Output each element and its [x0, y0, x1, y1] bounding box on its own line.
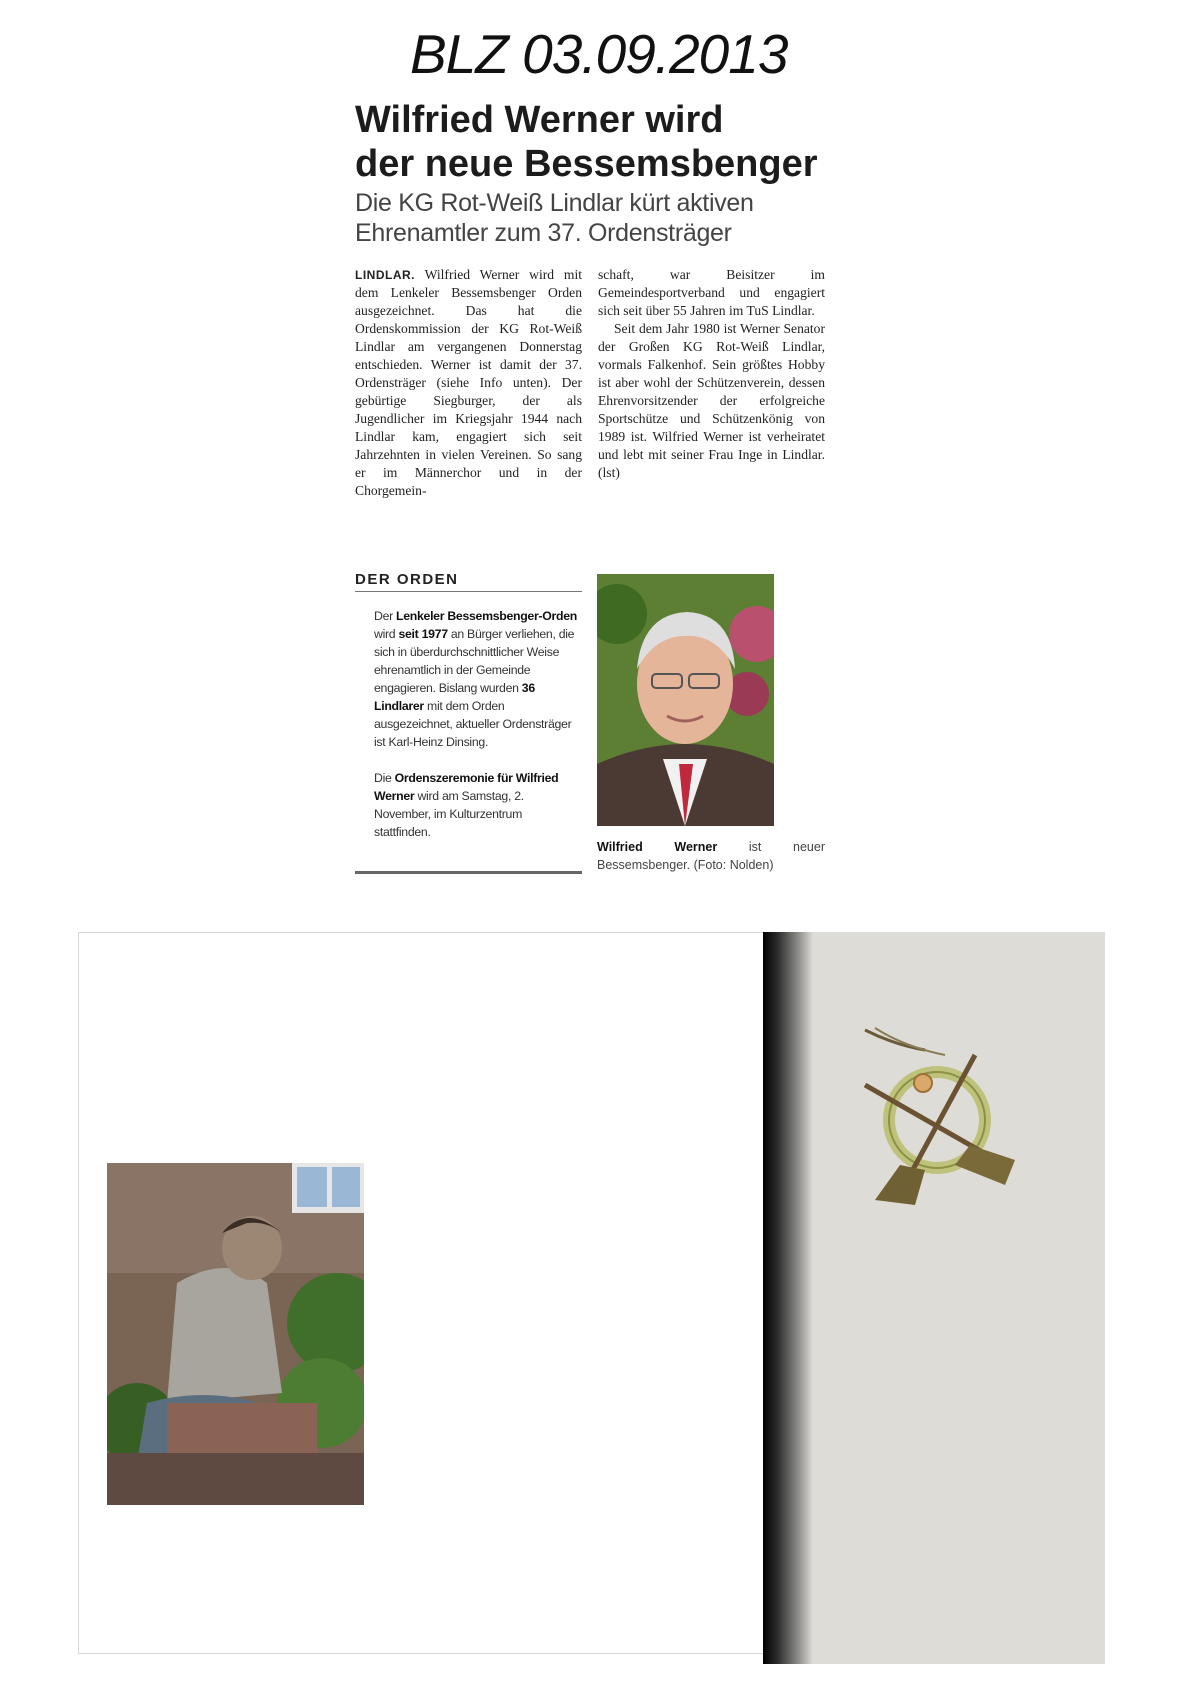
info-paragraph-2: Die Ordenszeremonie für Wilfried Werner wird am Samstag, 2. November, im Kulturzentrum stattfinden. [374, 771, 559, 839]
article-headline [355, 98, 835, 186]
column-2-paragraph-2: Seit dem Jahr 1980 ist Werner Senator der Großen KG Rot-Weiß Lindlar, vormals Falkenhof. Sein größtes Hobby ist aber wohl der Schützenverein, dessen Ehrenvorsitzender der erfolgreiche Sportschütze und Schützenkönig von 1989 ist. Wilfried Werner ist verheiratet und lebt mit seiner Frau Inge in Lindlar. (lst) [598, 321, 825, 480]
article-subhead [355, 188, 835, 248]
headline-line-1: Wilfried Werner wird [355, 99, 724, 141]
panel-shadow [763, 932, 813, 1664]
headline-line-2: der neue Bessemsbenger [355, 143, 818, 185]
info-box-top-rule [355, 591, 582, 592]
article-column-2 [598, 266, 825, 482]
info-box-bottom-rule [355, 871, 582, 874]
column-2-paragraph-1: schaft, war Beisitzer im Gemeindesportverband und engagiert sich seit über 55 Jahren im TuS Lindlar. [598, 267, 825, 318]
statue-illustration [107, 1163, 364, 1505]
statue-photo [107, 1163, 364, 1505]
subhead-line-1: Die KG Rot-Weiß Lindlar kürt aktiven [355, 189, 754, 217]
info-box [374, 607, 580, 859]
portrait-illustration [597, 574, 774, 826]
photo-caption: Wilfried Werner ist neuer Bessemsbenger. (Foto: Nolden) [597, 840, 825, 872]
article-column-1 [355, 266, 582, 500]
column-1-text: Wilfried Werner wird mit dem Lenkeler Bessemsbenger Orden ausgezeichnet. Das hat die Ordenskommission der KG Rot-Weiß Lindlar am vergangenen Donnerstag entschieden. Werner ist damit der 37. Ordensträger (siehe Info unten). Der gebürtige Siegburger, der als Jugendlicher im Kriegsjahr 1944 nach Lindlar kam, engagiert sich seit Jahrzehnten in vielen Vereinen. So sang er im Männerchor und in der Chorgemein- [355, 267, 582, 498]
dateline: LINDLAR. [355, 268, 415, 282]
bessemsbenger-order-emblem [855, 1025, 1025, 1215]
info-box-title: DER ORDEN [355, 571, 459, 588]
portrait-photo [597, 574, 774, 826]
info-paragraph-1: Der Lenkeler Bessemsbenger-Orden wird seit 1977 an Bürger verliehen, die sich in überdurchschnittlicher Weise ehrenamtlich in der Gemeinde engagieren. Bislang wurden 36 Lindlarer mit dem Orden ausgezeichnet, aktueller Ordensträger ist Karl-Heinz Dinsing. [374, 609, 577, 749]
subhead-line-2: Ehrenamtler zum 37. Ordensträger [355, 219, 732, 247]
date-stamp: BLZ 03.09.2013 [410, 23, 788, 85]
